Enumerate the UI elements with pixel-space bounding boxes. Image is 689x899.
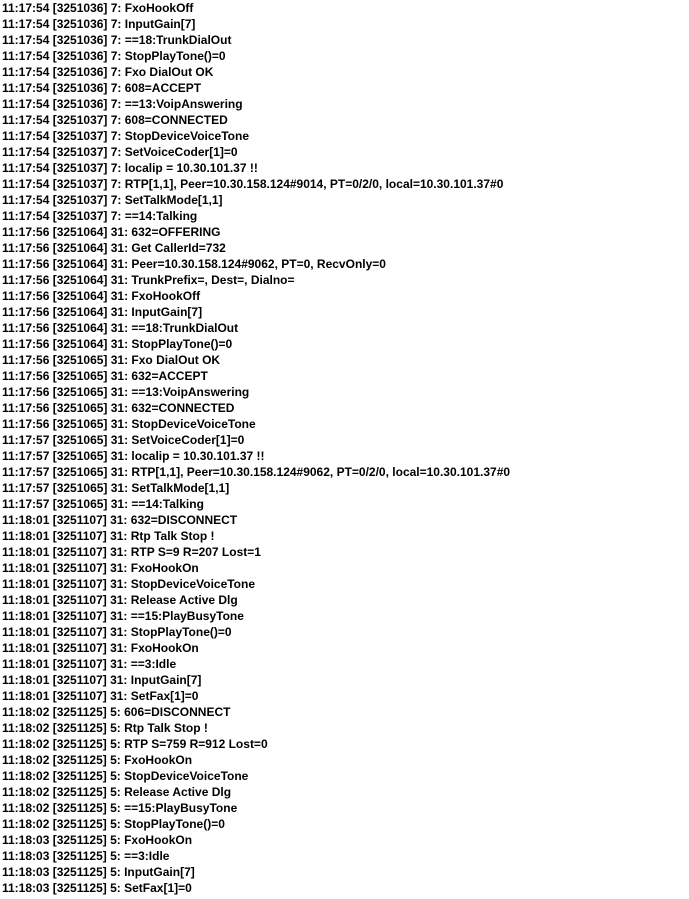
log-line: 11:18:02 [3251125] 5: Rtp Talk Stop ! [2,721,208,735]
log-line: 11:17:56 [3251064] 31: InputGain[7] [2,305,203,319]
log-line: 11:18:02 [3251125] 5: ==15:PlayBusyTone [2,801,238,815]
log-line: 11:18:01 [3251107] 31: RTP S=9 R=207 Lost=1 [2,545,261,559]
log-line: 11:17:56 [3251065] 31: ==13:VoipAnswering [2,385,250,399]
log-line: 11:17:54 [3251037] 7: RTP[1,1], Peer=10.30.158.124#9014, PT=0/2/0, local=10.30.101.37#0 [2,177,504,191]
log-line: 11:17:56 [3251065] 31: StopDeviceVoiceTone [2,417,256,431]
log-line: 11:17:56 [3251064] 31: FxoHookOff [2,289,201,303]
log-line: 11:17:57 [3251065] 31: RTP[1,1], Peer=10.30.158.124#9062, PT=0/2/0, local=10.30.101.37#0 [2,465,511,479]
log-line: 11:18:02 [3251125] 5: RTP S=759 R=912 Lost=0 [2,737,268,751]
log-line: 11:18:01 [3251107] 31: StopPlayTone()=0 [2,625,232,639]
log-line: 11:17:54 [3251037] 7: ==14:Talking [2,209,198,223]
log-line: 11:17:57 [3251065] 31: localip = 10.30.101.37 !! [2,449,265,463]
log-line: 11:18:02 [3251125] 5: StopPlayTone()=0 [2,817,225,831]
log-line: 11:18:02 [3251125] 5: StopDeviceVoiceTone [2,769,249,783]
log-line: 11:18:01 [3251107] 31: StopDeviceVoiceTone [2,577,256,591]
log-line: 11:17:54 [3251037] 7: localip = 10.30.101.37 !! [2,161,258,175]
log-line: 11:17:54 [3251036] 7: ==18:TrunkDialOut [2,33,232,47]
log-line: 11:17:57 [3251065] 31: SetTalkMode[1,1] [2,481,230,495]
log-line: 11:17:57 [3251065] 31: SetVoiceCoder[1]=0 [2,433,245,447]
log-line: 11:18:01 [3251107] 31: ==3:Idle [2,657,177,671]
log-line: 11:18:02 [3251125] 5: FxoHookOn [2,753,193,767]
log-line: 11:17:56 [3251064] 31: ==18:TrunkDialOut [2,321,239,335]
log-line: 11:18:01 [3251107] 31: ==15:PlayBusyTone [2,609,244,623]
log-line: 11:18:03 [3251125] 5: ==3:Idle [2,849,170,863]
log-line: 11:17:56 [3251064] 31: Get CallerId=732 [2,241,226,255]
log-line: 11:17:54 [3251037] 7: 608=CONNECTED [2,113,228,127]
log-line: 11:17:56 [3251065] 31: 632=CONNECTED [2,401,235,415]
log-line: 11:17:56 [3251065] 31: 632=ACCEPT [2,369,208,383]
log-line: 11:17:54 [3251036] 7: Fxo DialOut OK [2,65,214,79]
log-line: 11:17:56 [3251064] 31: StopPlayTone()=0 [2,337,233,351]
log-line: 11:18:02 [3251125] 5: 606=DISCONNECT [2,705,231,719]
log-line: 11:17:54 [3251036] 7: StopPlayTone()=0 [2,49,226,63]
log-line: 11:17:56 [3251065] 31: Fxo DialOut OK [2,353,221,367]
log-line: 11:17:54 [3251037] 7: StopDeviceVoiceTone [2,129,250,143]
log-line: 11:17:54 [3251036] 7: FxoHookOff [2,1,194,15]
log-line: 11:18:01 [3251107] 31: SetFax[1]=0 [2,689,199,703]
log-line: 11:18:02 [3251125] 5: Release Active Dlg [2,785,232,799]
log-line: 11:18:03 [3251125] 5: InputGain[7] [2,865,195,879]
log-line: 11:17:54 [3251037] 7: SetVoiceCoder[1]=0 [2,145,238,159]
log-line: 11:17:54 [3251036] 7: 608=ACCEPT [2,81,202,95]
log-line: 11:17:54 [3251036] 7: ==13:VoipAnswering [2,97,243,111]
log-line: 11:17:54 [3251036] 7: InputGain[7] [2,17,196,31]
log-line: 11:18:01 [3251107] 31: InputGain[7] [2,673,202,687]
log-line: 11:17:56 [3251064] 31: 632=OFFERING [2,225,221,239]
log-line: 11:17:54 [3251037] 7: SetTalkMode[1,1] [2,193,223,207]
log-line: 11:17:56 [3251064] 31: TrunkPrefix=, Dest=, Dialno= [2,273,295,287]
log-line: 11:18:03 [3251125] 5: FxoHookOn [2,833,193,847]
log-line: 11:18:01 [3251107] 31: Rtp Talk Stop ! [2,529,215,543]
log-line: 11:17:56 [3251064] 31: Peer=10.30.158.124#9062, PT=0, RecvOnly=0 [2,257,386,271]
log-line: 11:18:01 [3251107] 31: FxoHookOn [2,561,199,575]
log-line: 11:18:01 [3251107] 31: FxoHookOn [2,641,199,655]
log-line: 11:17:57 [3251065] 31: ==14:Talking [2,497,204,511]
log-line: 11:18:01 [3251107] 31: 632=DISCONNECT [2,513,238,527]
log-line: 11:18:01 [3251107] 31: Release Active Dlg [2,593,238,607]
log-line: 11:18:03 [3251125] 5: SetFax[1]=0 [2,881,192,895]
